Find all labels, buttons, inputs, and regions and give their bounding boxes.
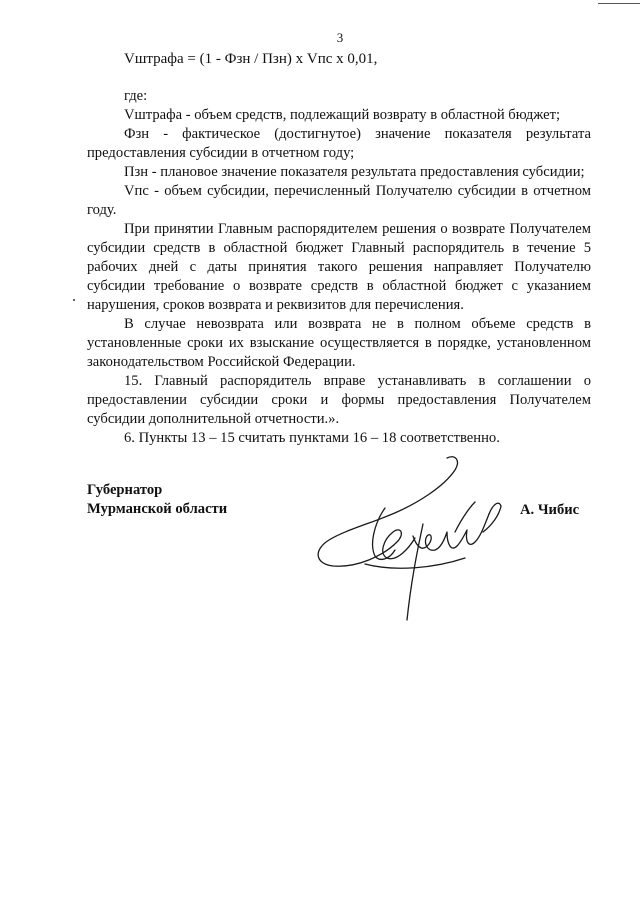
- paragraph-non-return: В случае невозврата или возврата не в полном объеме средств в установленные сроки их взыскание осуществляется в порядке, установленном законодательством Российской Федерации.: [87, 316, 591, 370]
- signatory-title: Губернатор: [87, 482, 163, 498]
- paragraph-def-pzn: Пзн - плановое значение показателя результата предоставления субсидии;: [124, 164, 585, 180]
- paragraph-def-vps: Vпс - объем субсидии, перечисленный Получателю субсидии в отчетном году.: [87, 183, 591, 218]
- paragraph-return-decision: При принятии Главным распорядителем решения о возврате Получателем субсидии средств в областной бюджет Главный распорядитель в течение 5 рабочих дней с даты принятия такого решения направляет Получателю субсидии требование о возврате средств в областной бюджет с указанием нарушения, сроков возврата и реквизитов для перечисления.: [87, 221, 591, 313]
- scan-corner-mark: [598, 3, 640, 4]
- document-body: [87, 87, 591, 448]
- penalty-formula: Vштрафа = (1 - Фзн / Пзн) х Vпс х 0,01,: [124, 51, 378, 67]
- paragraph-item-6: 6. Пункты 13 – 15 считать пунктами 16 – 18 соответственно.: [124, 430, 500, 446]
- paragraph-def-fzn: Фзн - фактическое (достигнутое) значение показателя результата предоставления субсидии в отчетном году;: [87, 126, 591, 161]
- handwritten-signature: [305, 452, 520, 627]
- scan-dot-mark: [73, 299, 75, 301]
- signatory-position: [87, 481, 227, 519]
- signatory-name: А. Чибис: [520, 502, 580, 518]
- signatory-region: Мурманской области: [87, 501, 228, 517]
- paragraph-def-vpenalty: Vштрафа - объем средств, подлежащий возврату в областной бюджет;: [124, 107, 561, 123]
- page-number: 3: [336, 30, 344, 45]
- paragraph-where: где:: [124, 88, 148, 104]
- paragraph-item-15: 15. Главный распорядитель вправе устанавливать в соглашении о предоставлении субсидии сроки и формы предоставления Получателем субсидии дополнительной отчетности.».: [87, 373, 591, 427]
